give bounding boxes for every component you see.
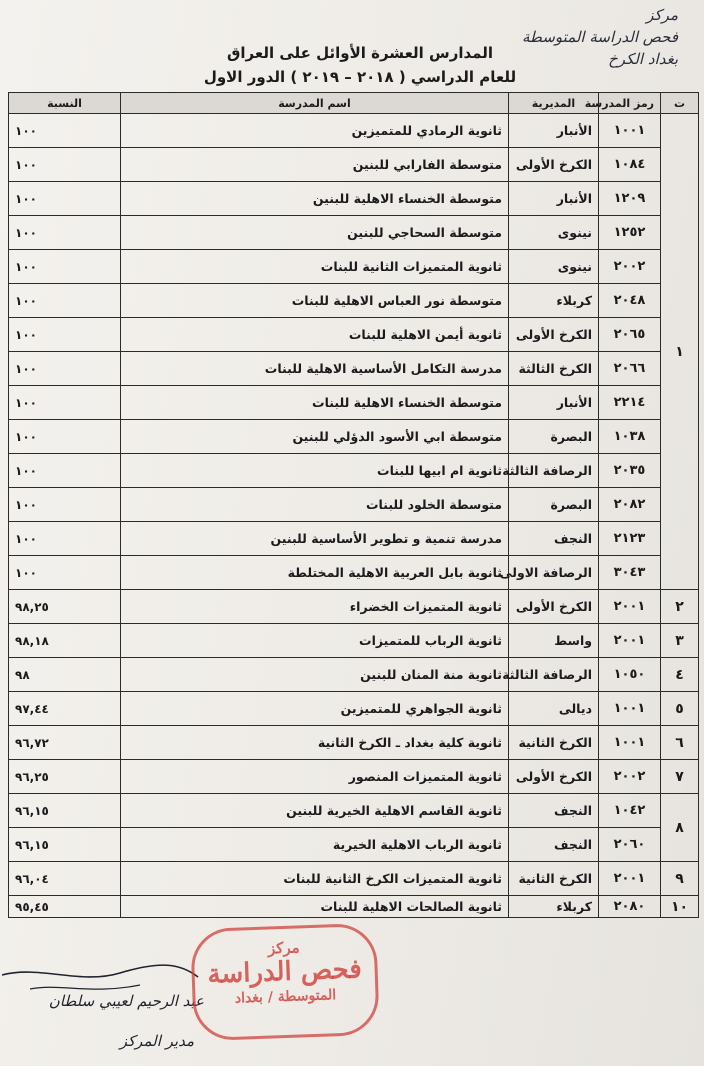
percentage-cell: ٩٨ <box>9 658 121 692</box>
code-cell: ١٠٥٠ <box>599 658 661 692</box>
directorate-cell: كربلاء <box>509 896 599 918</box>
school-name-cell: متوسطة الخنساء الاهلية للبنات <box>121 386 509 420</box>
table-row <box>9 182 699 216</box>
school-name-cell: ثانوية المتميزات الثانية للبنات <box>121 250 509 284</box>
percentage-cell: ١٠٠ <box>9 352 121 386</box>
school-name-cell: متوسطة الفارابي للبنين <box>121 148 509 182</box>
percentage-cell: ١٠٠ <box>9 284 121 318</box>
table-row <box>9 114 699 148</box>
document-subtitle: للعام الدراسي ( ٢٠١٨ – ٢٠١٩ ) الدور الاول <box>203 68 517 86</box>
school-name-cell: ثانوية كلية بغداد ـ الكرخ الثانية <box>121 726 509 760</box>
percentage-cell: ١٠٠ <box>9 250 121 284</box>
directorate-cell: الأنبار <box>509 114 599 148</box>
percentage-cell: ٩٦,٠٤ <box>9 862 121 896</box>
code-cell: ٢٠٤٨ <box>599 284 661 318</box>
directorate-cell: الكرخ الثالثة <box>509 352 599 386</box>
directorate-cell: الكرخ الأولى <box>509 148 599 182</box>
school-name-cell: ثانوية الرباب للمتميزات <box>121 624 509 658</box>
school-name-cell: ثانوية بابل العربية الاهلية المختلطة <box>121 556 509 590</box>
handwritten-line: فحص الدراسة المتوسطة <box>522 28 678 46</box>
stamp-line: المتوسطة / بغداد <box>234 987 337 1007</box>
school-name-cell: ثانوية ام ابيها للبنات <box>121 454 509 488</box>
table-row <box>9 284 699 318</box>
table-row <box>9 760 699 794</box>
school-name-cell: متوسطة الخلود للبنات <box>121 488 509 522</box>
percentage-cell: ٩٨,٢٥ <box>9 590 121 624</box>
school-name-cell: ثانوية أيمن الاهلية للبنات <box>121 318 509 352</box>
code-cell: ١٠٣٨ <box>599 420 661 454</box>
percentage-cell: ٩٦,٢٥ <box>9 760 121 794</box>
table-row <box>9 726 699 760</box>
school-name-cell: ثانوية الجواهري للمتميزين <box>121 692 509 726</box>
table-row <box>9 148 699 182</box>
code-cell: ٢٠٦٥ <box>599 318 661 352</box>
directorate-cell: الكرخ الثانية <box>509 862 599 896</box>
rank-cell: ١٠ <box>661 896 699 918</box>
directorate-cell: النجف <box>509 794 599 828</box>
percentage-cell: ١٠٠ <box>9 182 121 216</box>
stamp-line: مركز <box>267 938 300 958</box>
percentage-cell: ١٠٠ <box>9 216 121 250</box>
code-cell: ٢٠٦٠ <box>599 828 661 862</box>
school-name-cell: مدرسة التكامل الأساسية الاهلية للبنات <box>121 352 509 386</box>
table-row <box>9 250 699 284</box>
school-name-cell: متوسطة نور العباس الاهلية للبنات <box>121 284 509 318</box>
table-row <box>9 828 699 862</box>
directorate-cell: الكرخ الأولى <box>509 760 599 794</box>
code-cell: ٣٠٤٣ <box>599 556 661 590</box>
directorate-cell: الكرخ الأولى <box>509 590 599 624</box>
rank-cell: ٦ <box>661 726 699 760</box>
school-name-cell: ثانوية المتميزات الخضراء <box>121 590 509 624</box>
directorate-cell: ديالى <box>509 692 599 726</box>
code-cell: ٢٠٠١ <box>599 590 661 624</box>
directorate-cell: الكرخ الأولى <box>509 318 599 352</box>
handwritten-line: بغداد الكرخ <box>608 50 678 68</box>
code-cell: ٢٠٠٢ <box>599 760 661 794</box>
code-cell: ٢٠٠٢ <box>599 250 661 284</box>
table-row <box>9 488 699 522</box>
directorate-cell: الأنبار <box>509 182 599 216</box>
percentage-cell: ٩٧,٤٤ <box>9 692 121 726</box>
directorate-cell: النجف <box>509 828 599 862</box>
rank-cell: ٣ <box>661 624 699 658</box>
rank-cell: ١ <box>661 114 699 590</box>
code-cell: ٢١٢٣ <box>599 522 661 556</box>
directorate-cell: النجف <box>509 522 599 556</box>
code-cell: ١٢٠٩ <box>599 182 661 216</box>
percentage-cell: ٩٥,٤٥ <box>9 896 121 918</box>
school-name-cell: متوسطة السحاجي للبنين <box>121 216 509 250</box>
table-header-row <box>9 93 699 114</box>
percentage-cell: ٩٦,٧٢ <box>9 726 121 760</box>
code-cell: ١٠٨٤ <box>599 148 661 182</box>
header-code: رمز المدرسة <box>599 93 661 114</box>
school-name-cell: متوسطة ابي الأسود الدؤلي للبنين <box>121 420 509 454</box>
table-row <box>9 624 699 658</box>
code-cell: ٢٠٠١ <box>599 624 661 658</box>
percentage-cell: ١٠٠ <box>9 420 121 454</box>
school-name-cell: ثانوية الرباب الاهلية الخيرية <box>121 828 509 862</box>
rank-cell: ٥ <box>661 692 699 726</box>
table-row <box>9 692 699 726</box>
code-cell: ٢٠٨٠ <box>599 896 661 918</box>
code-cell: ٢٠٦٦ <box>599 352 661 386</box>
directorate-cell: البصرة <box>509 488 599 522</box>
code-cell: ٢٠٠١ <box>599 862 661 896</box>
table-row <box>9 318 699 352</box>
header-rank: ت <box>661 93 699 114</box>
table-row <box>9 590 699 624</box>
directorate-cell: الرصافة الثالثة <box>509 658 599 692</box>
schools-table <box>8 92 699 918</box>
rank-cell: ٩ <box>661 862 699 896</box>
school-name-cell: مدرسة تنمية و تطوير الأساسية للبنين <box>121 522 509 556</box>
handwritten-line: مركز <box>646 6 678 24</box>
rank-cell: ٧ <box>661 760 699 794</box>
table-row <box>9 386 699 420</box>
directorate-cell: كربلاء <box>509 284 599 318</box>
directorate-cell: الرصافة الثالثة <box>509 454 599 488</box>
school-name-cell: ثانوية المتميزات الكرخ الثانية للبنات <box>121 862 509 896</box>
percentage-cell: ١٠٠ <box>9 454 121 488</box>
percentage-cell: ٩٦,١٥ <box>9 794 121 828</box>
code-cell: ٢٠٣٥ <box>599 454 661 488</box>
percentage-cell: ٩٦,١٥ <box>9 828 121 862</box>
official-stamp <box>190 923 380 1041</box>
percentage-cell: ١٠٠ <box>9 114 121 148</box>
percentage-cell: ١٠٠ <box>9 522 121 556</box>
table-row <box>9 454 699 488</box>
directorate-cell: الأنبار <box>509 386 599 420</box>
table-row <box>9 556 699 590</box>
percentage-cell: ١٠٠ <box>9 386 121 420</box>
school-name-cell: ثانوية الصالحات الاهلية للبنات <box>121 896 509 918</box>
table-row <box>9 522 699 556</box>
code-cell: ١٢٥٢ <box>599 216 661 250</box>
table-row <box>9 862 699 896</box>
school-name-cell: ثانوية منة المنان للبنين <box>121 658 509 692</box>
percentage-cell: ١٠٠ <box>9 318 121 352</box>
header-school-name: اسم المدرسة <box>121 93 509 114</box>
table-row <box>9 420 699 454</box>
directorate-cell: نينوى <box>509 216 599 250</box>
rank-cell: ٤ <box>661 658 699 692</box>
table-row <box>9 658 699 692</box>
percentage-cell: ١٠٠ <box>9 148 121 182</box>
document-title: المدارس العشرة الأوائل على العراق <box>226 44 493 62</box>
header-percentage: النسبة <box>9 93 121 114</box>
signatory-title: مدير المركز <box>119 1032 194 1050</box>
code-cell: ٢٠٨٢ <box>599 488 661 522</box>
code-cell: ١٠٠١ <box>599 692 661 726</box>
directorate-cell: الرصافة الاولى <box>509 556 599 590</box>
table-row <box>9 896 699 918</box>
stamp-line: فحص الدراسة <box>206 954 363 990</box>
directorate-cell: واسط <box>509 624 599 658</box>
percentage-cell: ١٠٠ <box>9 488 121 522</box>
code-cell: ١٠٠١ <box>599 114 661 148</box>
table-row <box>9 352 699 386</box>
school-name-cell: ثانوية القاسم الاهلية الخيرية للبنين <box>121 794 509 828</box>
school-name-cell: متوسطة الخنساء الاهلية للبنين <box>121 182 509 216</box>
table-row <box>9 216 699 250</box>
table-row <box>9 794 699 828</box>
directorate-cell: الكرخ الثانية <box>509 726 599 760</box>
rank-cell: ٨ <box>661 794 699 862</box>
code-cell: ١٠٠١ <box>599 726 661 760</box>
directorate-cell: البصرة <box>509 420 599 454</box>
school-name-cell: ثانوية الرمادي للمتميزين <box>121 114 509 148</box>
percentage-cell: ١٠٠ <box>9 556 121 590</box>
rank-cell: ٢ <box>661 590 699 624</box>
header-directorate: المديرية <box>509 93 599 114</box>
directorate-cell: نينوى <box>509 250 599 284</box>
code-cell: ٢٢١٤ <box>599 386 661 420</box>
percentage-cell: ٩٨,١٨ <box>9 624 121 658</box>
signatory-name: عبد الرحيم لعيبي سلطان <box>48 992 204 1010</box>
code-cell: ١٠٤٢ <box>599 794 661 828</box>
school-name-cell: ثانوية المتميزات المنصور <box>121 760 509 794</box>
